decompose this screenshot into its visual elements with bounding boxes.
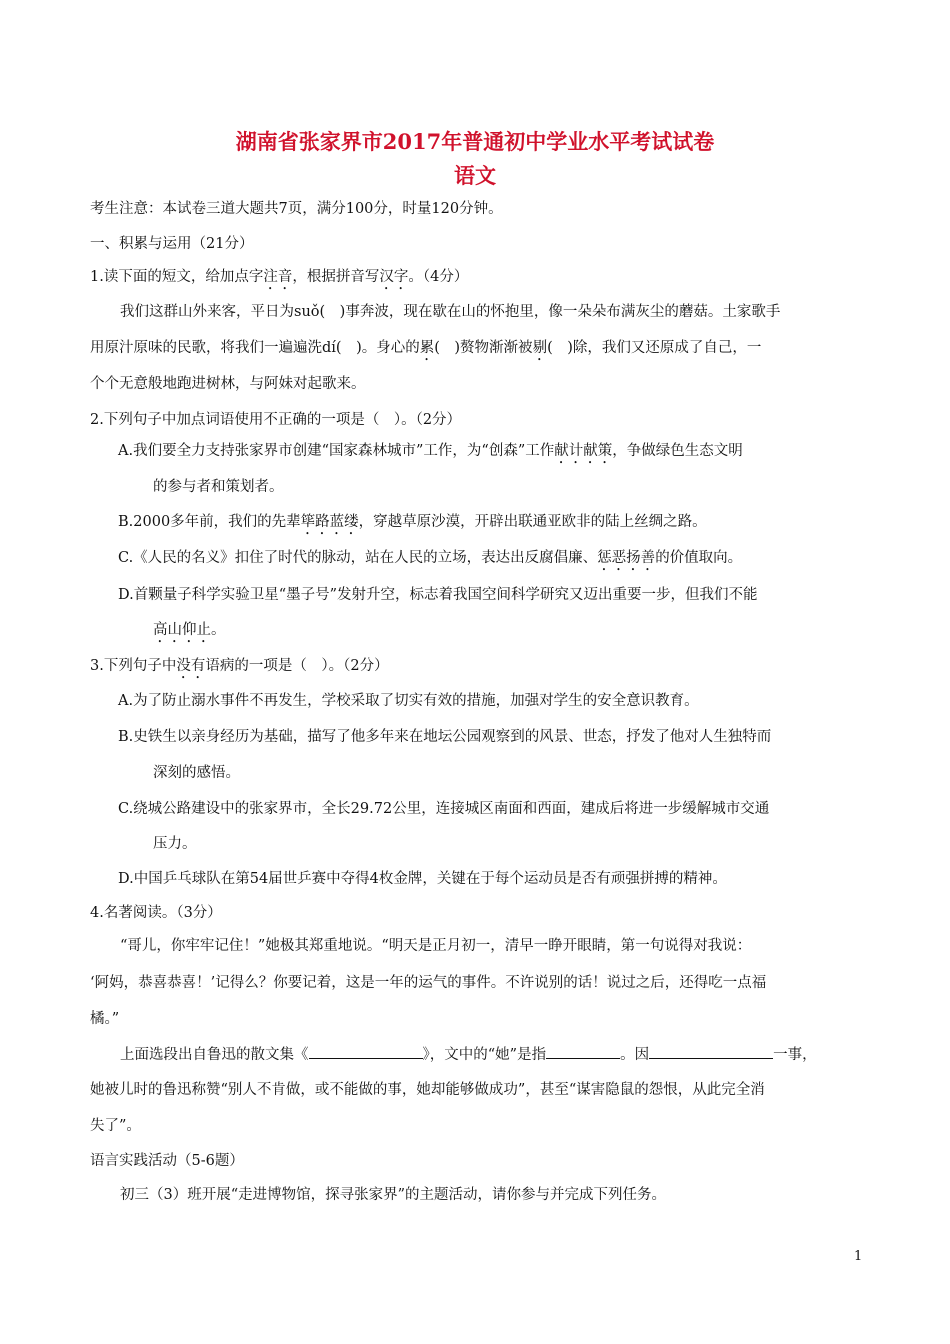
question-2-option-d-cont: 高山仰止。	[153, 622, 226, 638]
answer-blank[interactable]	[309, 1044, 423, 1059]
question-2-option-d: D.首颗量子科学实验卫星“墨子号”发射升空，标志着我国空间科学研究又迈出重要一步，但我们不能	[118, 587, 758, 603]
question-2-option-c: C.《人民的名义》扣住了时代的脉动，站在人民的立场，表达出反腐倡廉、惩恶扬善的价值取向。	[118, 550, 743, 566]
answer-blank[interactable]	[546, 1044, 620, 1059]
question-2-option-b: B.2000多年前，我们的先辈筚路蓝缕，穿越草原沙漠，开辟出联通亚欧非的陆上丝绸之路。	[118, 514, 707, 530]
question-3-option-b-cont: 深刻的感悟。	[153, 765, 240, 781]
page-number: 1	[854, 1249, 863, 1264]
question-4-stem: 4.名著阅读。（3分）	[90, 905, 222, 921]
question-3-option-b: B.史铁生以亲身经历为基础，描写了他多年来在地坛公园观察到的风景、世态，抒发了他对人生独特而	[118, 729, 772, 745]
exam-title: 湖南省张家界市2017年普通初中学业水平考试试卷	[235, 129, 715, 154]
question-1-stem: 1.读下面的短文，给加点字注音，根据拼音写汉字。（4分）	[90, 269, 469, 285]
question-3-option-a: A.为了防止溺水事件不再发生，学校采取了切实有效的措施，加强对学生的安全意识教育。	[118, 693, 699, 709]
question-2-stem: 2.下列句子中加点词语使用不正确的一项是（ ）。（2分）	[90, 412, 462, 428]
question-4-fill-line: 她被儿时的鲁迅称赞“别人不肯做，或不能做的事，她却能够做成功”，甚至“谋害隐鼠的怨恨，从此完全消	[90, 1082, 765, 1098]
practice-intro: 初三（3）班开展“走进博物馆，探寻张家界”的主题活动，请你参与并完成下列任务。	[120, 1187, 667, 1203]
question-3-option-c-cont: 压力。	[153, 836, 197, 852]
question-4-passage-line: “哥儿，你牢牢记住！”她极其郑重地说。“明天是正月初一，清早一睁开眼睛，第一句说得对我说：	[120, 938, 752, 954]
question-3-option-d: D.中国乒乓球队在第54届世乒赛中夺得4枚金牌，关键在于每个运动员是否有顽强拼搏的精神。	[118, 871, 727, 887]
question-3-option-c: C.绕城公路建设中的张家界市，全长29.72公里，连接城区南面和西面，建成后将进一步缓解城市交通	[118, 801, 770, 817]
question-4-fill-line: 失了”。	[90, 1118, 141, 1134]
question-3-stem: 3.下列句子中没有语病的一项是（ ）。（2分）	[90, 658, 389, 674]
practice-heading: 语言实践活动（5-6题）	[90, 1153, 244, 1169]
question-2-option-a-cont: 的参与者和策划者。	[153, 479, 284, 495]
question-4-passage-line: ‘阿妈，恭喜恭喜！’记得么？你要记着，这是一年的运气的事件。不许说别的话！说过之后，还得吃一点福	[90, 975, 767, 991]
section-heading: 一、积累与运用（21分）	[90, 236, 254, 252]
question-1-passage-line: 用原汁原味的民歌，将我们一遍遍洗dí( )。身心的累( )赘物渐渐被剔( )除，我们又还原成了自己，一	[90, 340, 762, 356]
question-1-passage-line: 个个无意般地跑进树林，与阿妹对起歌来。	[90, 376, 366, 392]
exam-subject: 语文	[454, 163, 496, 188]
question-2-option-a: A.我们要全力支持张家界市创建“国家森林城市”工作，为“创森”工作献计献策，争做绿色生态文明	[118, 443, 743, 459]
question-4-fill-line: 上面选段出自鲁迅的散文集《 》，文中的“她”是指 。因 一事，	[120, 1044, 817, 1065]
question-4-passage-line: 橘。”	[90, 1011, 120, 1027]
answer-blank[interactable]	[649, 1044, 773, 1059]
exam-notice: 考生注意：本试卷三道大题共7页，满分100分，时量120分钟。	[90, 201, 503, 217]
question-1-passage-line: 我们这群山外来客，平日为suǒ( )事奔波，现在歇在山的怀抱里，像一朵朵布满灰尘的蘑菇。土家歌手	[120, 304, 781, 320]
